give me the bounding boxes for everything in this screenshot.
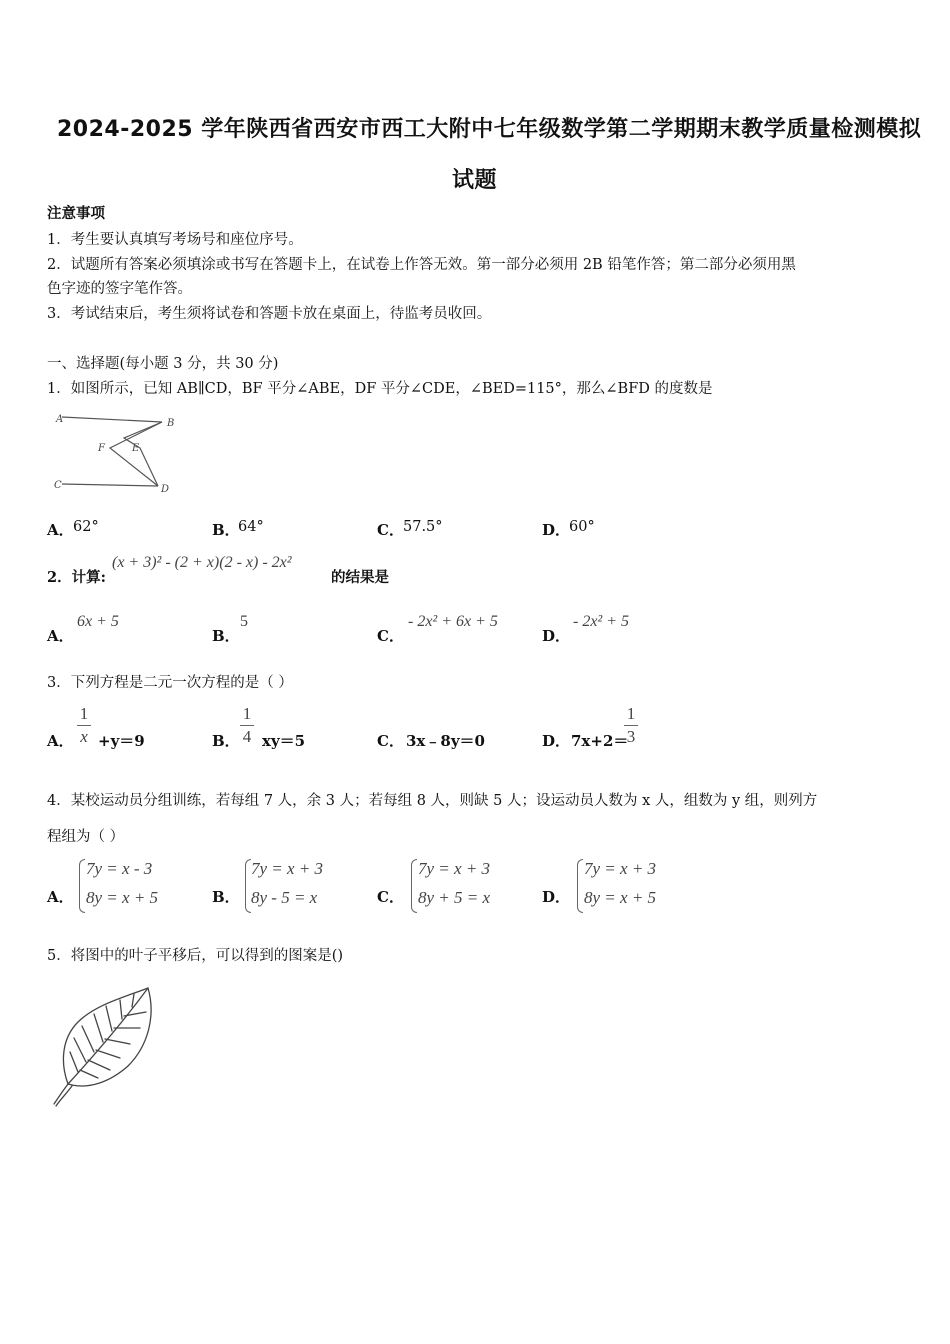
question-2-suffix: 的结果是: [331, 569, 389, 586]
q3-a-denominator: x: [80, 727, 88, 746]
q4-option-b-letter: B．: [212, 888, 240, 906]
notice-heading: 注意事项: [47, 205, 105, 222]
q3-option-c: 3x﹣8y＝0: [406, 732, 485, 750]
notice-item-3: 3．考试结束后，考生须将试卷和答题卡放在桌面上，待监考员收回。: [47, 306, 492, 322]
q4-option-d-eq2: 8y = x + 5: [584, 888, 657, 907]
q4-option-c-eq1: 7y = x + 3: [418, 859, 491, 878]
q2-option-d-letter: D．: [542, 627, 571, 645]
q1-option-d: 60°: [569, 519, 595, 535]
q4-option-a-eq2: 8y = x + 5: [86, 888, 159, 907]
q2-option-d: - 2x² + 5: [573, 613, 630, 630]
q3-d-denominator: 3: [626, 727, 636, 746]
q3-option-a-fraction: [77, 704, 91, 747]
fig-label-c: C: [54, 480, 62, 491]
fig-label-e: E: [132, 443, 140, 454]
q4-option-b-eq1: 7y = x + 3: [251, 859, 324, 878]
question-1-figure: [50, 410, 190, 500]
q4-option-a-letter: A．: [47, 888, 74, 906]
notice-item-2: 2．试题所有答案必须填涂或书写在答题卡上，在试卷上作答无效。第一部分必须用 2B 铅笔作答；第二部分必须用黑: [47, 257, 796, 273]
q2-option-b: 5: [240, 613, 248, 630]
q3-d-numerator: 1: [626, 704, 636, 723]
fraction-bar: [240, 725, 254, 726]
notice-item-2-cont: 色字迹的签字笔作答。: [47, 281, 192, 297]
q1-option-c-letter: C．: [377, 521, 404, 539]
question-4-stem-line1: 4．某校运动员分组训练，若每组 7 人，余 3 人；若每组 8 人，则缺 5 人；设运动员人数为 x 人，组数为 y 组，则列方: [47, 793, 818, 809]
q1-option-a-letter: A．: [47, 521, 74, 539]
brace-icon: [79, 859, 85, 913]
q3-option-a-letter: A．: [47, 732, 74, 750]
q3-option-a-rest: +y＝9: [98, 732, 145, 750]
fig-label-b: B: [167, 418, 175, 429]
fig-label-a: A: [56, 414, 64, 425]
section-heading: 一、选择题(每小题 3 分，共 30 分): [47, 356, 279, 372]
q4-option-c-eq2: 8y + 5 = x: [418, 888, 491, 907]
fraction-bar: [624, 725, 638, 726]
q4-option-d-eq1: 7y = x + 3: [584, 859, 657, 878]
q3-option-d-letter: D．: [542, 732, 571, 750]
page-title: 2024-2025 学年陕西省西安市西工大附中七年级数学第二学期期末教学质量检测模拟: [57, 117, 922, 142]
q3-option-c-letter: C．: [377, 732, 404, 750]
q3-b-numerator: 1: [242, 704, 252, 723]
question-5-stem: 5．将图中的叶子平移后，可以得到的图案是(): [47, 948, 344, 964]
q2-option-a-letter: A．: [47, 627, 74, 645]
q3-option-b-letter: B．: [212, 732, 240, 750]
q1-option-a: 62°: [73, 519, 99, 535]
leaf-icon: [48, 982, 168, 1112]
q3-a-numerator: 1: [79, 704, 89, 723]
question-2-prefix: 2．计算:: [47, 569, 106, 586]
q1-option-b: 64°: [238, 519, 264, 535]
q2-option-a: 6x + 5: [77, 613, 119, 630]
q2-option-b-letter: B．: [212, 627, 240, 645]
brace-icon: [577, 859, 583, 913]
fig-label-f: F: [98, 443, 105, 454]
q3-option-b-fraction: [240, 704, 254, 747]
q3-option-d-text: 7x+2＝: [571, 732, 629, 750]
page-title-continued: 试题: [452, 168, 498, 193]
brace-icon: [411, 859, 417, 913]
notice-item-1: 1．考生要认真填写考场号和座位序号。: [47, 232, 303, 248]
q3-option-b-rest: xy＝5: [262, 732, 306, 750]
q2-option-c-letter: C．: [377, 627, 404, 645]
question-1-stem: 1．如图所示，已知 AB∥CD，BF 平分∠ABE，DF 平分∠CDE，∠BED=115°，那么∠BFD 的度数是: [47, 381, 713, 397]
q3-option-d-fraction: [624, 704, 638, 747]
fig-label-d: D: [161, 484, 170, 495]
fraction-bar: [77, 725, 91, 726]
q3-b-denominator: 4: [242, 727, 252, 746]
question-2-expression: (x + 3)² - (2 + x)(2 - x) - 2x²: [112, 554, 292, 571]
q1-option-c: 57.5°: [403, 519, 443, 535]
q4-option-c-letter: C．: [377, 888, 404, 906]
q4-option-d-letter: D．: [542, 888, 571, 906]
q1-option-b-letter: B．: [212, 521, 240, 539]
question-4-stem-line2: 程组为（ ）: [47, 829, 125, 845]
q4-option-b-eq2: 8y - 5 = x: [251, 888, 318, 907]
q4-option-a-eq1: 7y = x - 3: [86, 859, 153, 878]
question-3-stem: 3．下列方程是二元一次方程的是（ ）: [47, 675, 293, 691]
q1-option-d-letter: D．: [542, 521, 571, 539]
q2-option-c: - 2x² + 6x + 5: [408, 613, 498, 630]
